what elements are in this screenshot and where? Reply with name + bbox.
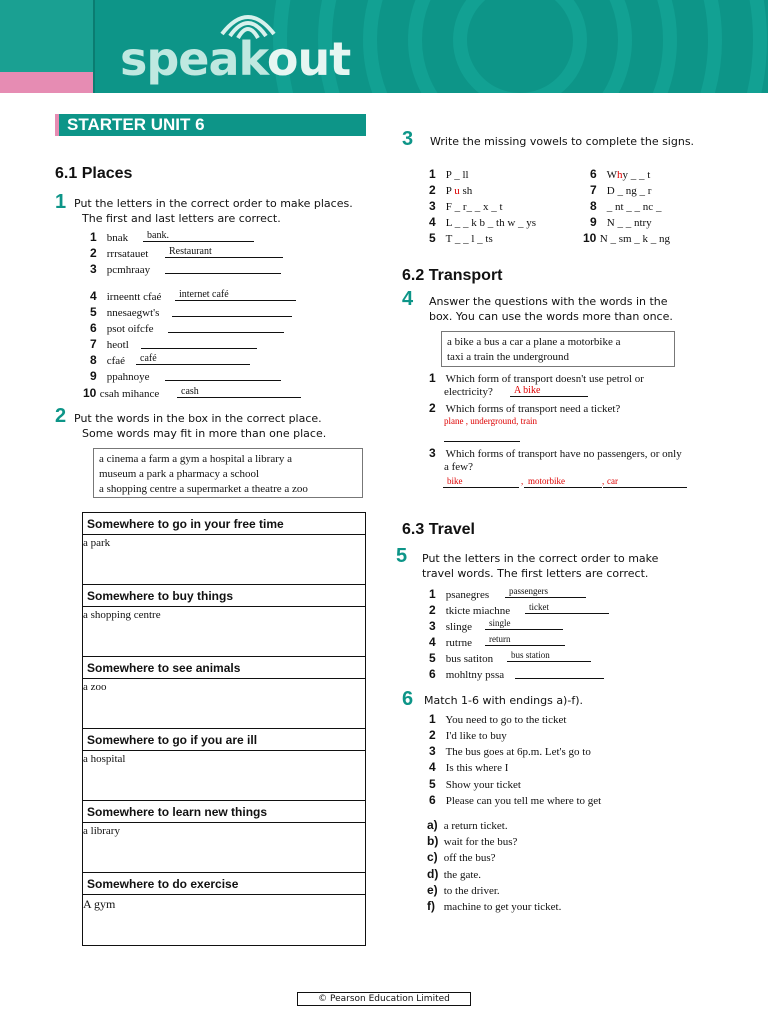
ex4-answer[interactable]: car bbox=[603, 476, 687, 488]
ex1-answer[interactable]: internet café bbox=[175, 289, 296, 301]
ex4-answer-line[interactable] bbox=[444, 430, 520, 442]
ex3-sign: 4 L _ _ k b _ th w _ ys bbox=[429, 215, 537, 229]
ex5-item: 1 psanegres bbox=[429, 587, 490, 601]
ex4-answer[interactable]: bike bbox=[443, 476, 519, 488]
ex5-item: 3 slinge bbox=[429, 619, 473, 633]
ex4-word-box: a bike a bus a car a plane a motorbike a taxi a train the underground bbox=[441, 331, 675, 367]
ex4-answer-sep: , bbox=[602, 476, 605, 486]
ex3-sign: 3 F _ r_ _ x _ t bbox=[429, 199, 503, 213]
ex6-sentence-start: 5 Show your ticket bbox=[429, 777, 521, 791]
ex6-sentence-start: 6 Please can you tell me where to get bbox=[429, 793, 602, 807]
ex5-answer[interactable]: ticket bbox=[525, 602, 609, 614]
exercise-4-number: 4 bbox=[402, 288, 414, 310]
exercise-3-instruction: Write the missing vowels to complete the signs. bbox=[430, 135, 695, 148]
ex1-answer[interactable]: café bbox=[136, 353, 250, 365]
copyright-footer: © Pearson Education Limited bbox=[297, 992, 471, 1006]
ex6-ending: b) wait for the bus? bbox=[427, 834, 518, 848]
ex3-sign: 2 P u sh bbox=[429, 183, 473, 197]
ex6-sentence-start: 3 The bus goes at 6p.m. Let's go to bbox=[429, 744, 591, 758]
ex6-sentence-start: 2 I'd like to buy bbox=[429, 728, 507, 742]
table-header: Somewhere to do exercise bbox=[83, 873, 365, 895]
ex4-answer[interactable]: plane , underground, train bbox=[444, 416, 538, 426]
ex4-question: 1 Which form of transport doesn't use petrol or bbox=[429, 371, 644, 385]
section-transport-heading: 6.2 Transport bbox=[402, 267, 503, 284]
exercise-6-number: 6 bbox=[402, 688, 414, 710]
table-answer-cell[interactable]: a library bbox=[83, 823, 365, 873]
ex6-ending: f) machine to get your ticket. bbox=[427, 899, 562, 913]
ex5-answer[interactable] bbox=[515, 667, 604, 679]
exercise-5-instruction: Put the letters in the correct order to make travel words. The first letters are correct. bbox=[422, 552, 659, 580]
ex4-answer[interactable]: A bike bbox=[510, 385, 588, 397]
exercise-1-instruction: Put the letters in the correct order to make places. The first and last letters are correct. bbox=[74, 197, 353, 225]
ex1-item: 2 rrrsatauet bbox=[90, 246, 149, 260]
ex6-sentence-start: 4 Is this where I bbox=[429, 760, 509, 774]
ex4-answer[interactable]: motorbike bbox=[524, 476, 602, 488]
ex5-answer[interactable]: single bbox=[485, 618, 563, 630]
ex1-answer[interactable] bbox=[168, 321, 284, 333]
ex3-sign: 7 D _ ng _ r bbox=[590, 183, 652, 197]
ex3-sign: 10 N _ sm _ k _ ng bbox=[583, 231, 671, 245]
exercise-2-number: 2 bbox=[55, 405, 67, 427]
table-header: Somewhere to go in your free time bbox=[83, 513, 365, 535]
ex2-table bbox=[82, 512, 366, 946]
ex1-item: 6 psot oifcfe bbox=[90, 321, 154, 335]
table-answer-cell[interactable]: a hospital bbox=[83, 751, 365, 801]
ex2-word-box: a cinema a farm a gym a hospital a library a museum a park a pharmacy a school a shopping centre a supermarket a theatre a zoo bbox=[93, 448, 363, 498]
ex1-item: 8 cfaé bbox=[90, 353, 126, 367]
ex1-item: 1 bnak bbox=[90, 230, 129, 244]
ex4-question-cont: electricity? bbox=[444, 386, 493, 398]
table-header: Somewhere to learn new things bbox=[83, 801, 365, 823]
ex1-answer[interactable]: cash bbox=[177, 386, 301, 398]
ex3-sign: 8 _ nt _ _ nc _ bbox=[590, 199, 662, 213]
ex6-ending: d) the gate. bbox=[427, 867, 482, 881]
banner-circles bbox=[0, 0, 768, 93]
table-header: Somewhere to see animals bbox=[83, 657, 365, 679]
ex4-question: 3 Which forms of transport have no passengers, or only bbox=[429, 446, 682, 460]
ex1-item: 9 ppahnoye bbox=[90, 369, 150, 383]
ex5-answer[interactable]: bus station bbox=[507, 650, 591, 662]
ex4-answer-sep: , bbox=[521, 476, 524, 486]
exercise-2-instruction: Put the words in the box in the correct place. Some words may fit in more than one place. bbox=[74, 412, 327, 440]
ex5-answer[interactable]: return bbox=[485, 634, 565, 646]
exercise-6-instruction: Match 1-6 with endings a)-f). bbox=[424, 694, 583, 707]
ex6-sentence-start: 1 You need to go to the ticket bbox=[429, 712, 567, 726]
header-banner bbox=[0, 0, 768, 93]
ex5-item: 6 mohltny pssa bbox=[429, 667, 505, 681]
ex5-item: 5 bus satiton bbox=[429, 651, 494, 665]
ex3-sign: 6 Why _ _ t bbox=[590, 167, 651, 181]
table-header: Somewhere to go if you are ill bbox=[83, 729, 365, 751]
ex5-answer[interactable]: passengers bbox=[505, 586, 586, 598]
ex6-ending: e) to the driver. bbox=[427, 883, 500, 897]
section-travel-heading: 6.3 Travel bbox=[402, 521, 475, 538]
table-answer-cell[interactable]: a park bbox=[83, 535, 365, 585]
ex1-answer[interactable] bbox=[165, 369, 281, 381]
ex1-answer[interactable] bbox=[165, 262, 281, 274]
ex1-answer[interactable]: Restaurant bbox=[165, 246, 283, 258]
ex1-item: 7 heotl bbox=[90, 337, 129, 351]
ex4-question-cont: a few? bbox=[444, 461, 474, 473]
table-answer-cell[interactable]: a shopping centre bbox=[83, 607, 365, 657]
ex6-ending: a) a return ticket. bbox=[427, 818, 508, 832]
exercise-4-instruction: Answer the questions with the words in the box. You can use the words more than once. bbox=[429, 295, 673, 323]
table-header: Somewhere to buy things bbox=[83, 585, 365, 607]
ex5-item: 2 tkicte miachne bbox=[429, 603, 511, 617]
ex1-item: 3 pcmhraay bbox=[90, 262, 151, 276]
ex6-ending: c) off the bus? bbox=[427, 850, 496, 864]
ex3-sign: 9 N _ _ ntry bbox=[590, 215, 652, 229]
ex1-item: 5 nnesaegwt's bbox=[90, 305, 160, 319]
ex1-item: 4 irneentt cfaé bbox=[90, 289, 162, 303]
unit-title: STARTER UNIT 6 bbox=[55, 114, 366, 136]
ex4-question: 2 Which forms of transport need a ticket? bbox=[429, 401, 621, 415]
table-answer-cell[interactable]: A gym bbox=[83, 897, 116, 911]
section-places-heading: 6.1 Places bbox=[55, 165, 133, 182]
ex1-answer[interactable] bbox=[172, 305, 292, 317]
ex1-answer[interactable]: bank. bbox=[143, 230, 254, 242]
ex1-answer[interactable] bbox=[141, 337, 257, 349]
exercise-1-number: 1 bbox=[55, 191, 67, 213]
exercise-3-number: 3 bbox=[402, 128, 414, 150]
ex3-sign: 1 P _ ll bbox=[429, 167, 469, 181]
ex3-sign: 5 T _ _ l _ ts bbox=[429, 231, 493, 245]
ex5-item: 4 rutrne bbox=[429, 635, 473, 649]
speakout-logo: speakout bbox=[120, 32, 351, 86]
exercise-5-number: 5 bbox=[396, 545, 408, 567]
ex1-item: 10 csah mihance bbox=[83, 386, 160, 400]
table-answer-cell[interactable]: a zoo bbox=[83, 679, 365, 729]
